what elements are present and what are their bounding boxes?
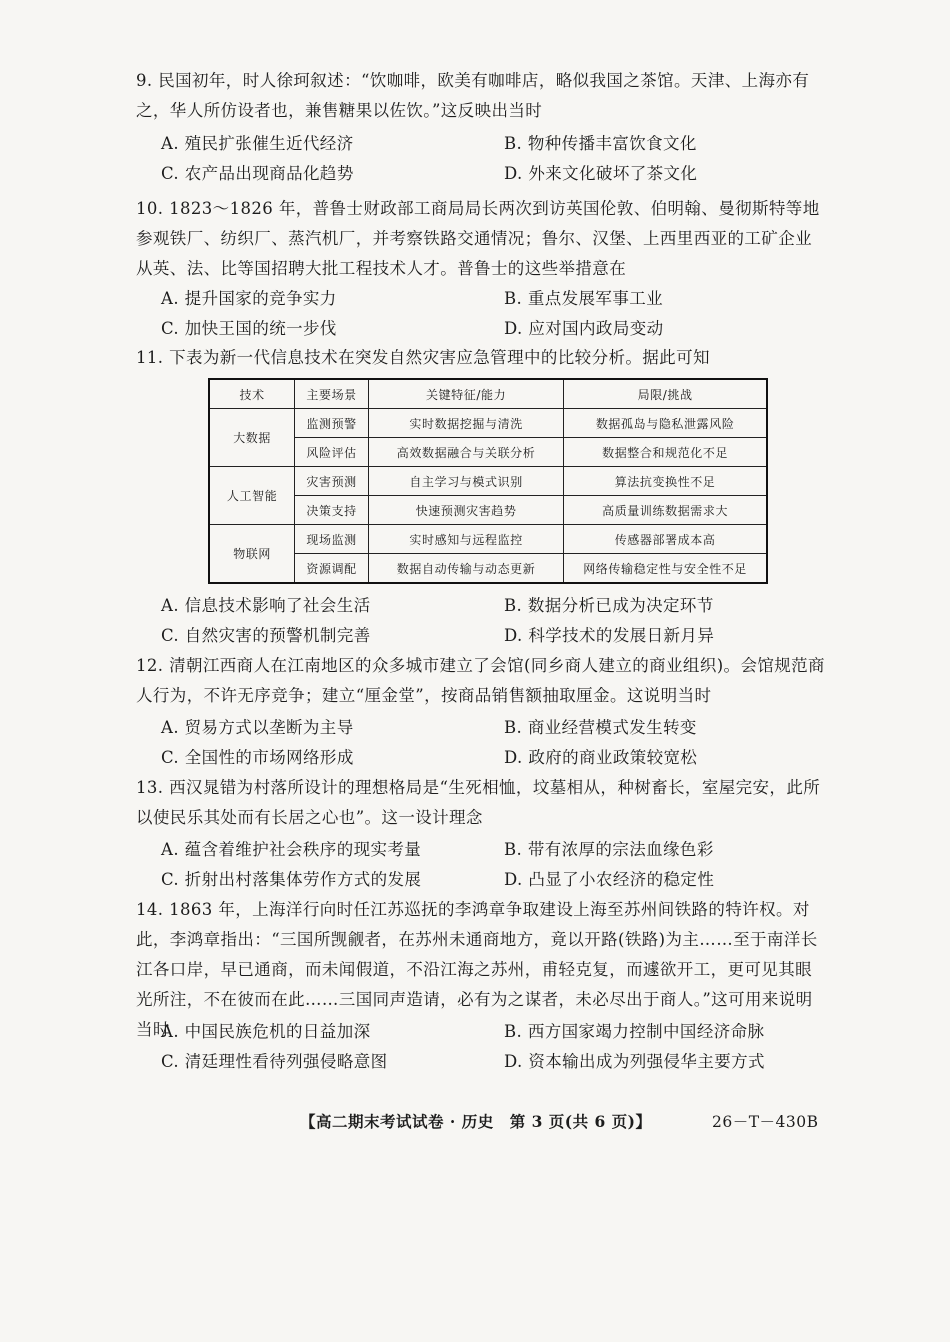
question-10-option-b: B. 重点发展军事工业 xyxy=(504,289,664,308)
question-11-option-b: B. 数据分析已成为决定环节 xyxy=(504,596,714,615)
table-cell: 实时感知与远程监控 xyxy=(368,525,563,554)
table-cell: 数据孤岛与隐私泄露风险 xyxy=(564,409,767,438)
table-tech-cell: 大数据 xyxy=(209,409,295,467)
table-header-cell: 技术 xyxy=(209,379,295,409)
question-11-option-d: D. 科学技术的发展日新月异 xyxy=(504,626,715,645)
question-9-option-d: D. 外来文化破坏了茶文化 xyxy=(504,164,698,183)
question-13-option-d: D. 凸显了小农经济的稳定性 xyxy=(504,870,715,889)
table-row xyxy=(209,467,767,496)
table-tech-cell: 物联网 xyxy=(209,525,295,584)
question-11-option-a: A. 信息技术影响了社会生活 xyxy=(161,596,371,615)
page-footer-title: 【高二期末考试试卷 · 历史 第 3 页(共 6 页)】 xyxy=(300,1112,652,1131)
question-10-option-d: D. 应对国内政局变动 xyxy=(504,319,664,338)
table-header-cell: 局限/挑战 xyxy=(564,379,767,409)
table-cell: 监测预警 xyxy=(295,409,369,438)
question-10-option-a: A. 提升国家的竞争实力 xyxy=(161,289,337,308)
question-14-option-b: B. 西方国家竭力控制中国经济命脉 xyxy=(504,1022,765,1041)
question-12-stem: 12. 清朝江西商人在江南地区的众多城市建立了会馆(同乡商人建立的商业组织)。会馆规范商人行为，不许无序竞争；建立“厘金堂”，按商品销售额抽取厘金。这说明当时 xyxy=(136,656,825,705)
table-cell: 现场监测 xyxy=(295,525,369,554)
question-14-option-a: A. 中国民族危机的日益加深 xyxy=(161,1022,371,1041)
table-cell: 数据自动传输与动态更新 xyxy=(368,554,563,584)
table-cell: 算法抗变换性不足 xyxy=(564,467,767,496)
table-cell: 传感器部署成本高 xyxy=(564,525,767,554)
table-row xyxy=(209,525,767,554)
table-header-cell: 主要场景 xyxy=(295,379,369,409)
question-10-stem: 10. 1823～1826 年，普鲁士财政部工商局局长两次到访英国伦敦、伯明翰、曼彻斯特等地参观铁厂、纺织厂、蒸汽机厂，并考察铁路交通情况；鲁尔、汉堡、上西里西亚的工矿企业从英、法、比等国招聘大批工程技术人才。普鲁士的这些举措意在 xyxy=(136,199,820,278)
table-cell: 实时数据挖掘与清洗 xyxy=(368,409,563,438)
table-cell: 决策支持 xyxy=(295,496,369,525)
question-13-option-b: B. 带有浓厚的宗法血缘色彩 xyxy=(504,840,714,859)
question-13-stem: 13. 西汉晁错为村落所设计的理想格局是“生死相恤，坟墓相从，种树畜长，室屋完安，此所以使民乐其处而有长居之心也”。这一设计理念 xyxy=(136,778,821,827)
question-9-option-a: A. 殖民扩张催生近代经济 xyxy=(161,134,354,153)
table-cell: 风险评估 xyxy=(295,438,369,467)
table-cell: 高效数据融合与关联分析 xyxy=(368,438,563,467)
table-cell: 资源调配 xyxy=(295,554,369,584)
table-row xyxy=(209,409,767,438)
question-12-option-b: B. 商业经营模式发生转变 xyxy=(504,718,697,737)
question-12-option-d: D. 政府的商业政策较宽松 xyxy=(504,748,698,767)
table-tech-cell: 人工智能 xyxy=(209,467,295,525)
question-11-option-c: C. 自然灾害的预警机制完善 xyxy=(161,626,371,645)
table-cell: 数据整合和规范化不足 xyxy=(564,438,767,467)
question-9-option-c: C. 农产品出现商品化趋势 xyxy=(161,164,354,183)
table-cell: 快速预测灾害趋势 xyxy=(368,496,563,525)
table-header-row xyxy=(209,379,767,409)
technology-comparison-table xyxy=(208,378,768,584)
question-14-stem: 14. 1863 年，上海洋行向时任江苏巡抚的李鸿章争取建设上海至苏州间铁路的特许权。对此，李鸿章指出：“三国所觊觎者，在苏州未通商地方，竟以开路(铁路)为主……至于南洋长江各口岸，早已通商，而未闻假道，不沿江海之苏州，甫轻克复，而遽欲开工，更可见其眼光所注，不在彼而在此……三国同声造请，必有为之谋者，未必尽出于商人。”这可用来说明当时 xyxy=(136,900,818,1039)
question-13-option-c: C. 折射出村落集体劳作方式的发展 xyxy=(161,870,422,889)
question-14-option-c: C. 清廷理性看待列强侵略意图 xyxy=(161,1052,388,1071)
table-cell: 自主学习与模式识别 xyxy=(368,467,563,496)
table-cell: 高质量训练数据需求大 xyxy=(564,496,767,525)
table-header-cell: 关键特征/能力 xyxy=(368,379,563,409)
question-11-stem: 11. 下表为新一代信息技术在突发自然灾害应急管理中的比较分析。据此可知 xyxy=(136,348,710,367)
table-cell: 网络传输稳定性与安全性不足 xyxy=(564,554,767,584)
table-cell: 灾害预测 xyxy=(295,467,369,496)
question-9-option-b: B. 物种传播丰富饮食文化 xyxy=(504,134,697,153)
question-12-option-c: C. 全国性的市场网络形成 xyxy=(161,748,354,767)
exam-code: 26－T－430B xyxy=(712,1113,819,1131)
question-12-option-a: A. 贸易方式以垄断为主导 xyxy=(161,718,354,737)
question-10-option-c: C. 加快王国的统一步伐 xyxy=(161,319,337,338)
question-9-stem: 9. 民国初年，时人徐珂叙述：“饮咖啡，欧美有咖啡店，略似我国之茶馆。天津、上海亦有之，华人所仿设者也，兼售糖果以佐饮。”这反映出当时 xyxy=(136,71,810,120)
question-14-option-d: D. 资本输出成为列强侵华主要方式 xyxy=(504,1052,765,1071)
question-13-option-a: A. 蕴含着维护社会秩序的现实考量 xyxy=(161,840,422,859)
